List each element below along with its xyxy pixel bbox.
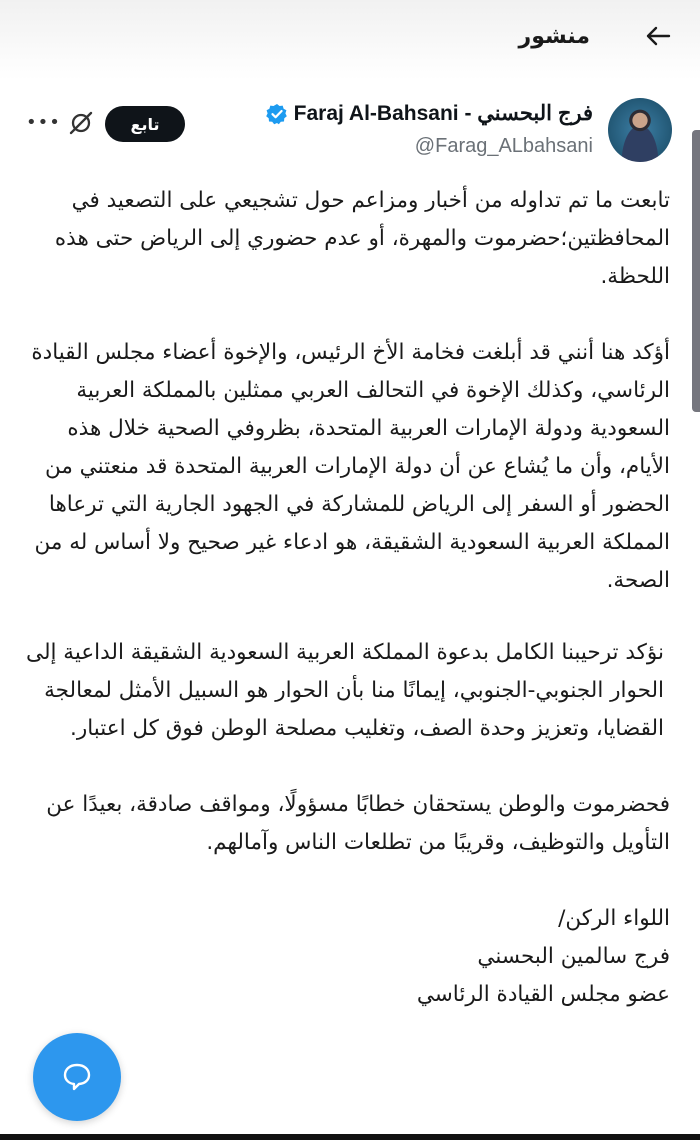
top-header bbox=[0, 0, 700, 80]
verified-badge-icon bbox=[266, 103, 288, 125]
avatar[interactable] bbox=[608, 98, 672, 162]
scrollbar-thumb[interactable] bbox=[692, 130, 700, 412]
author-handle[interactable]: @Farag_ALbahsani bbox=[414, 135, 593, 157]
author-display-name: Faraj Al-Bahsani - فرج البحسني bbox=[293, 102, 593, 125]
follow-button[interactable]: تابع bbox=[105, 106, 185, 142]
post-paragraph: تابعت ما تم تداوله من أخبار ومزاعم حول تشجيعي على التصعيد في المحافظتين؛حضرموت والمهرة، أو عدم حضوري إلى الرياض حتى هذه اللحظة. bbox=[54, 188, 670, 289]
arrow-left-icon[interactable] bbox=[644, 22, 672, 50]
signature-rank: اللواء الركن/ bbox=[558, 906, 670, 931]
page-title: منشور bbox=[518, 24, 590, 49]
post-paragraph: أؤكد هنا أنني قد أبلغت فخامة الأخ الرئيس، والإخوة أعضاء مجلس القيادة الرئاسي، وكذلك الإخوة في التحالف العربي ممثلين بالمملكة العربية السعودية ودولة الإمارات العربية المتحدة، بظروفي الصحية خلال هذه الأيام، وأن ما يُشاع عن أن دولة الإمارات العربية المتحدة قد منعتني من الحضور أو السفر إلى الرياض للمشاركة في الجهود الجارية التي ترعاها المملكة العربية السعودية الشقيقة، هو ادعاء غير صحيح ولا أساس له من الصحة. bbox=[31, 340, 670, 593]
post-author-row bbox=[0, 95, 700, 170]
post-signature bbox=[25, 900, 670, 1014]
post-paragraph: نؤكد ترحيبنا الكامل بدعوة المملكة العربية السعودية الشقيقة الداعية إلى الحوار الجنوبي-الجنوبي، إيمانًا منا بأن الحوار هو السبيل الأمثل لمعالجة القضايا، وتعزيز وحدة الصف، وتغليب مصلحة الوطن فوق كل اعتبار. bbox=[26, 640, 664, 741]
post-paragraph: فحضرموت والوطن يستحقان خطابًا مسؤولًا، ومواقف صادقة، بعيدًا عن التأويل والتوظيف، وقريبًا من تطلعات الناس وآمالهم. bbox=[46, 792, 670, 855]
signature-name: فرج سالمين البحسني bbox=[477, 944, 670, 969]
post-body bbox=[25, 182, 670, 1014]
bottom-edge-bar bbox=[0, 1134, 700, 1140]
more-horizontal-icon[interactable]: ••• bbox=[26, 112, 61, 133]
author-display-name-row[interactable] bbox=[266, 101, 593, 126]
message-bubble-icon bbox=[60, 1060, 94, 1094]
signature-position: عضو مجلس القيادة الرئاسي bbox=[416, 982, 670, 1007]
grok-icon[interactable] bbox=[67, 109, 95, 137]
compose-message-button[interactable] bbox=[33, 1033, 121, 1121]
